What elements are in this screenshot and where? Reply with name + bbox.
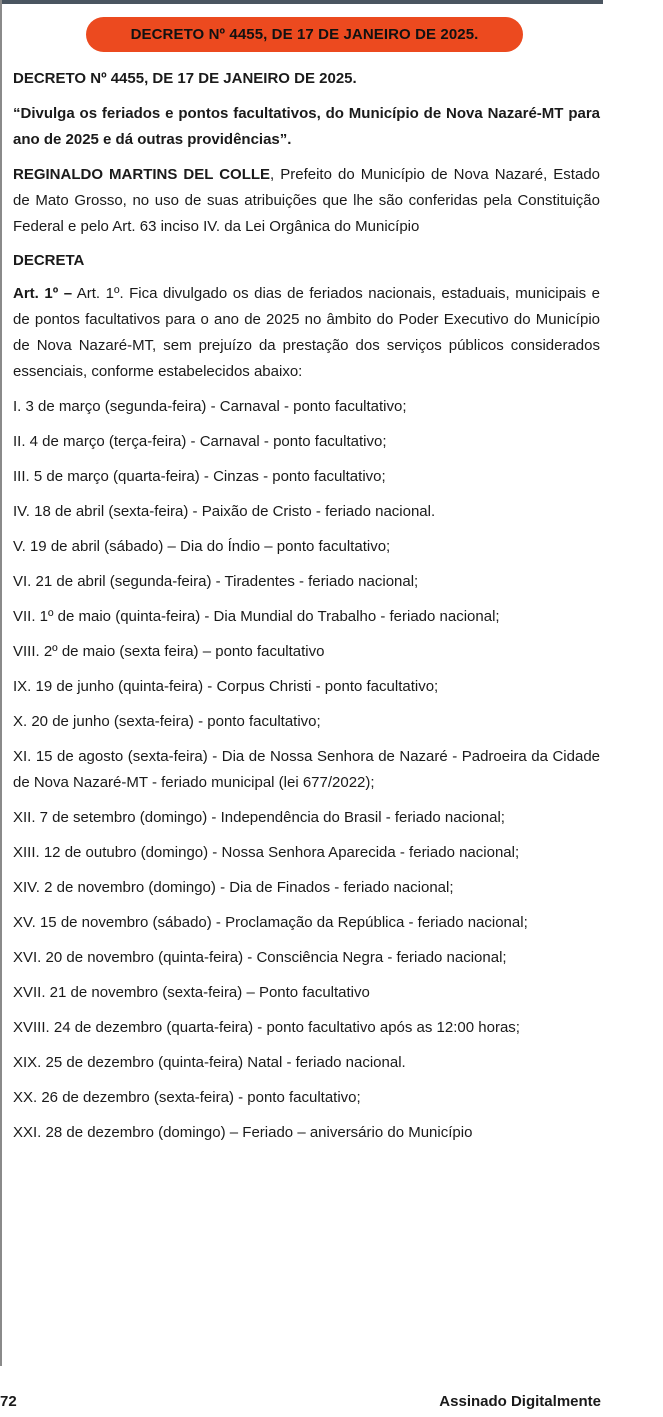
holiday-list-item: XIII. 12 de outubro (domingo) - Nossa Senhora Aparecida - feriado nacional; (13, 844, 520, 861)
holiday-list-item: VI. 21 de abril (segunda-feira) - Tiradentes - feriado nacional; (13, 573, 419, 590)
holiday-list-item: IV. 18 de abril (sexta-feira) - Paixão de Cristo - feriado nacional. (13, 503, 436, 520)
decree-title-banner (86, 17, 523, 52)
decree-preamble (13, 162, 600, 240)
digital-signature-note: Assinado Digitalmente (439, 1393, 601, 1410)
top-rule (2, 0, 603, 4)
holiday-list-item: XVIII. 24 de dezembro (quarta-feira) - ponto facultativo após as 12:00 horas; (13, 1019, 520, 1036)
mayor-name: REGINALDO MARTINS DEL COLLE (13, 166, 271, 183)
holiday-list-item: II. 4 de março (terça-feira) - Carnaval - ponto facultativo; (13, 433, 387, 450)
decreta-heading: DECRETA (13, 252, 85, 269)
holiday-list-item: XII. 7 de setembro (domingo) - Independência do Brasil - feriado nacional; (13, 809, 505, 826)
holiday-list-item: XI. 15 de agosto (sexta-feira) - Dia de Nossa Senhora de Nazaré - Padroeira da Cidade de Nova Nazaré-MT - feriado municipal (lei 677/2022); (13, 748, 600, 791)
decree-ementa: “Divulga os feriados e pontos facultativos, do Município de Nova Nazaré-MT para ano de 2025 e dá outras providências”. (13, 105, 600, 148)
holiday-list-item: V. 19 de abril (sábado) – Dia do Índio – ponto facultativo; (13, 538, 391, 555)
page-number: 72 (0, 1393, 17, 1410)
holiday-list-item: X. 20 de junho (sexta-feira) - ponto facultativo; (13, 713, 321, 730)
holiday-list-item: XVII. 21 de novembro (sexta-feira) – Ponto facultativo (13, 984, 370, 1001)
article-1-label: Art. 1º – (13, 285, 73, 302)
holiday-list-item: IX. 19 de junho (quinta-feira) - Corpus Christi - ponto facultativo; (13, 678, 439, 695)
holiday-list-item: I. 3 de março (segunda-feira) - Carnaval - ponto facultativo; (13, 398, 407, 415)
preamble-text: , Prefeito do Município de Nova Nazaré, Estado de Mato Grosso, no uso de suas atribuições que lhe são conferidas pela Constituição Federal e pelo Art. 63 inciso IV. da Lei Orgânica do Município (13, 166, 601, 235)
decree-body (13, 66, 600, 1155)
holiday-list (13, 394, 600, 1146)
article-1 (13, 281, 600, 385)
decree-heading: DECRETO Nº 4455, DE 17 DE JANEIRO DE 2025. (13, 70, 357, 87)
holiday-list-item: XIX. 25 de dezembro (quinta-feira) Natal - feriado nacional. (13, 1054, 406, 1071)
holiday-list-item: VIII. 2º de maio (sexta feira) – ponto facultativo (13, 643, 325, 660)
holiday-list-item: XX. 26 de dezembro (sexta-feira) - ponto facultativo; (13, 1089, 361, 1106)
holiday-list-item: XIV. 2 de novembro (domingo) - Dia de Finados - feriado nacional; (13, 879, 454, 896)
holiday-list-item: XVI. 20 de novembro (quinta-feira) - Consciência Negra - feriado nacional; (13, 949, 507, 966)
holiday-list-item: III. 5 de março (quarta-feira) - Cinzas - ponto facultativo; (13, 468, 386, 485)
page-border (0, 0, 2, 1366)
decree-title-banner-text: DECRETO Nº 4455, DE 17 DE JANEIRO DE 2025. (130, 26, 479, 43)
article-1-text: Art. 1º. Fica divulgado os dias de feriados nacionais, estaduais, municipais e de pontos facultativos para o ano de 2025 no âmbito do Poder Executivo do Município de Nova Nazaré-MT, sem prejuízo da prestação dos serviços públicos considerados essenciais, conforme estabelecidos abaixo: (13, 285, 600, 380)
holiday-list-item: XV. 15 de novembro (sábado) - Proclamação da República - feriado nacional; (13, 914, 528, 931)
holiday-list-item: VII. 1º de maio (quinta-feira) - Dia Mundial do Trabalho - feriado nacional; (13, 608, 500, 625)
holiday-list-item: XXI. 28 de dezembro (domingo) – Feriado – aniversário do Município (13, 1124, 473, 1141)
